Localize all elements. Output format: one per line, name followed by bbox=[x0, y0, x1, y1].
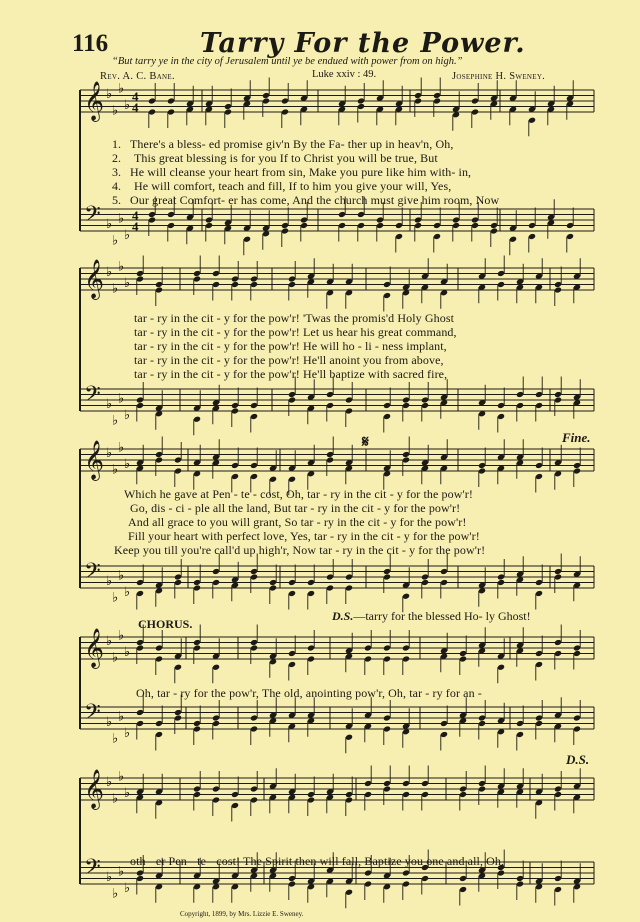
lyric-line: He will cleanse your heart from sin, Make you pure like him with- in, bbox=[130, 165, 472, 179]
flat-sign: ♭ bbox=[112, 885, 119, 901]
lyric-line: tar - ry in the cit - y for the pow'r! 'Twas the promis'd Holy Ghost bbox=[134, 311, 455, 325]
flat-sign: ♭ bbox=[106, 445, 113, 460]
flat-sign: ♭ bbox=[106, 714, 113, 729]
bass-clef: 𝄢 bbox=[84, 382, 101, 412]
lyric-line: Which he gave at Pen - te - cost, Oh, tar - ry in the cit - y for the pow'r! bbox=[124, 487, 473, 501]
treble-clef: 𝄞 bbox=[84, 440, 105, 480]
lyric-line: tar - ry in the cit - y for the pow'r! Let us hear his great command, bbox=[134, 325, 457, 339]
lyric-line: tar - ry in the cit - y for the pow'r! He'll anoint you from above, bbox=[134, 353, 444, 367]
ds-alt-text: —tarry for the blessed Ho- ly Ghost! bbox=[353, 609, 531, 623]
flat-sign: ♭ bbox=[124, 275, 131, 290]
lyric-line: Oh, tar - ry for the pow'r, The old, anointing pow'r, Oh, tar - ry for an - bbox=[136, 686, 482, 700]
flat-sign: ♭ bbox=[112, 589, 119, 605]
scripture-quote: “But tarry ye in the city of Jerusalem until ye be endued with power from on high.” bbox=[112, 56, 463, 67]
lyric-line: tar - ry in the cit - y for the pow'r! He'll baptize with sacred fire, bbox=[134, 367, 448, 381]
verse-number: 5. bbox=[112, 193, 121, 207]
flat-sign: ♭ bbox=[124, 785, 131, 800]
verse-number: 1. bbox=[112, 137, 121, 151]
flat-sign: ♭ bbox=[118, 80, 125, 96]
scripture-reference: Luke xxiv : 49. bbox=[312, 69, 377, 80]
treble-clef: 𝄞 bbox=[84, 769, 105, 809]
chorus-label: CHORUS. bbox=[138, 617, 193, 631]
flat-sign: ♭ bbox=[124, 725, 131, 740]
flat-sign: ♭ bbox=[112, 461, 119, 477]
flat-sign: ♭ bbox=[106, 396, 113, 411]
flat-sign: ♭ bbox=[112, 730, 119, 746]
flat-sign: ♭ bbox=[124, 456, 131, 471]
flat-sign: ♭ bbox=[118, 210, 125, 226]
segno-sign: 𝄋 bbox=[362, 434, 369, 451]
hymn-number: 116 bbox=[72, 30, 109, 57]
treble-clef: 𝄞 bbox=[84, 81, 105, 121]
flat-sign: ♭ bbox=[106, 869, 113, 884]
bass-clef: 𝄢 bbox=[84, 855, 101, 885]
composer-credit: Josephine H. Sweney. bbox=[452, 71, 546, 82]
time-signature-bottom: 4 bbox=[132, 219, 139, 234]
flat-sign: ♭ bbox=[118, 627, 125, 643]
treble-clef: 𝄞 bbox=[84, 259, 105, 299]
bass-clef: 𝄢 bbox=[84, 700, 101, 730]
lyric-line: And all grace to you will grant, So tar - ry in the cit - y for the pow'r! bbox=[128, 515, 467, 529]
time-signature-top: 4 bbox=[132, 208, 139, 223]
flat-sign: ♭ bbox=[118, 768, 125, 784]
flat-sign: ♭ bbox=[124, 97, 131, 112]
ds-alt-prefix: D.S. bbox=[332, 609, 354, 623]
lyric-line: Go, dis - ci - ple all the land, But tar - ry in the cit - y for the pow'r! bbox=[130, 501, 461, 515]
copyright-notice: Copyright, 1899, by Mrs. Lizzie E. Sweney. bbox=[180, 910, 304, 918]
flat-sign: ♭ bbox=[124, 407, 131, 422]
flat-sign: ♭ bbox=[112, 232, 119, 248]
lyric-line: Our great Comfort- er has come, And the church must give him room, Now bbox=[130, 193, 500, 207]
verse-number: 4. bbox=[112, 179, 121, 193]
flat-sign: ♭ bbox=[112, 649, 119, 665]
lyric-line: oth - er Pen - te - cost! The Spirit then will fall, Baptize you one and all, Oh, bbox=[130, 854, 505, 868]
treble-clef: 𝄞 bbox=[84, 628, 105, 668]
bass-clef: 𝄢 bbox=[84, 559, 101, 589]
verse-number: 3. bbox=[112, 165, 121, 179]
flat-sign: ♭ bbox=[118, 708, 125, 724]
flat-sign: ♭ bbox=[106, 573, 113, 588]
flat-sign: ♭ bbox=[124, 584, 131, 599]
lyric-line: Keep you till you're call'd up high'r, Now tar - ry in the cit - y for the pow'r! bbox=[114, 543, 486, 557]
lyric-line: He will comfort, teach and fill, If to him you give your will, Yes, bbox=[134, 179, 452, 193]
ds-alternate-lyric bbox=[332, 609, 531, 624]
lyric-line: This great blessing is for you If to Christ you will be true, But bbox=[134, 151, 438, 165]
author-credit: Rev. A. C. Bane. bbox=[100, 71, 175, 82]
verse-number: 2. bbox=[112, 151, 121, 165]
flat-sign: ♭ bbox=[112, 280, 119, 296]
flat-sign: ♭ bbox=[118, 439, 125, 455]
flat-sign: ♭ bbox=[124, 227, 131, 242]
flat-sign: ♭ bbox=[112, 102, 119, 118]
fine-marking: Fine. bbox=[562, 430, 591, 445]
flat-sign: ♭ bbox=[112, 790, 119, 806]
flat-sign: ♭ bbox=[106, 633, 113, 648]
flat-sign: ♭ bbox=[106, 774, 113, 789]
flat-sign: ♭ bbox=[118, 567, 125, 583]
lyric-line: Fill your heart with perfect love, Yes, tar - ry in the cit - y for the pow'r! bbox=[128, 529, 480, 543]
flat-sign: ♭ bbox=[118, 258, 125, 274]
flat-sign: ♭ bbox=[106, 264, 113, 279]
flat-sign: ♭ bbox=[106, 86, 113, 101]
flat-sign: ♭ bbox=[118, 863, 125, 879]
time-signature-bottom: 4 bbox=[132, 100, 139, 115]
lyric-line: tar - ry in the cit - y for the pow'r! He will ho - li - ness implant, bbox=[134, 339, 447, 353]
ds-marking: D.S. bbox=[566, 752, 590, 767]
hymn-title: Tarry For the Power. bbox=[200, 28, 526, 59]
flat-sign: ♭ bbox=[106, 216, 113, 231]
time-signature-top: 4 bbox=[132, 89, 139, 104]
flat-sign: ♭ bbox=[118, 390, 125, 406]
lyric-line: There's a bless- ed promise giv'n By the Fa- ther up in heav'n, Oh, bbox=[130, 137, 454, 151]
flat-sign: ♭ bbox=[124, 644, 131, 659]
bass-clef: 𝄢 bbox=[84, 202, 101, 232]
flat-sign: ♭ bbox=[124, 880, 131, 895]
flat-sign: ♭ bbox=[112, 412, 119, 428]
